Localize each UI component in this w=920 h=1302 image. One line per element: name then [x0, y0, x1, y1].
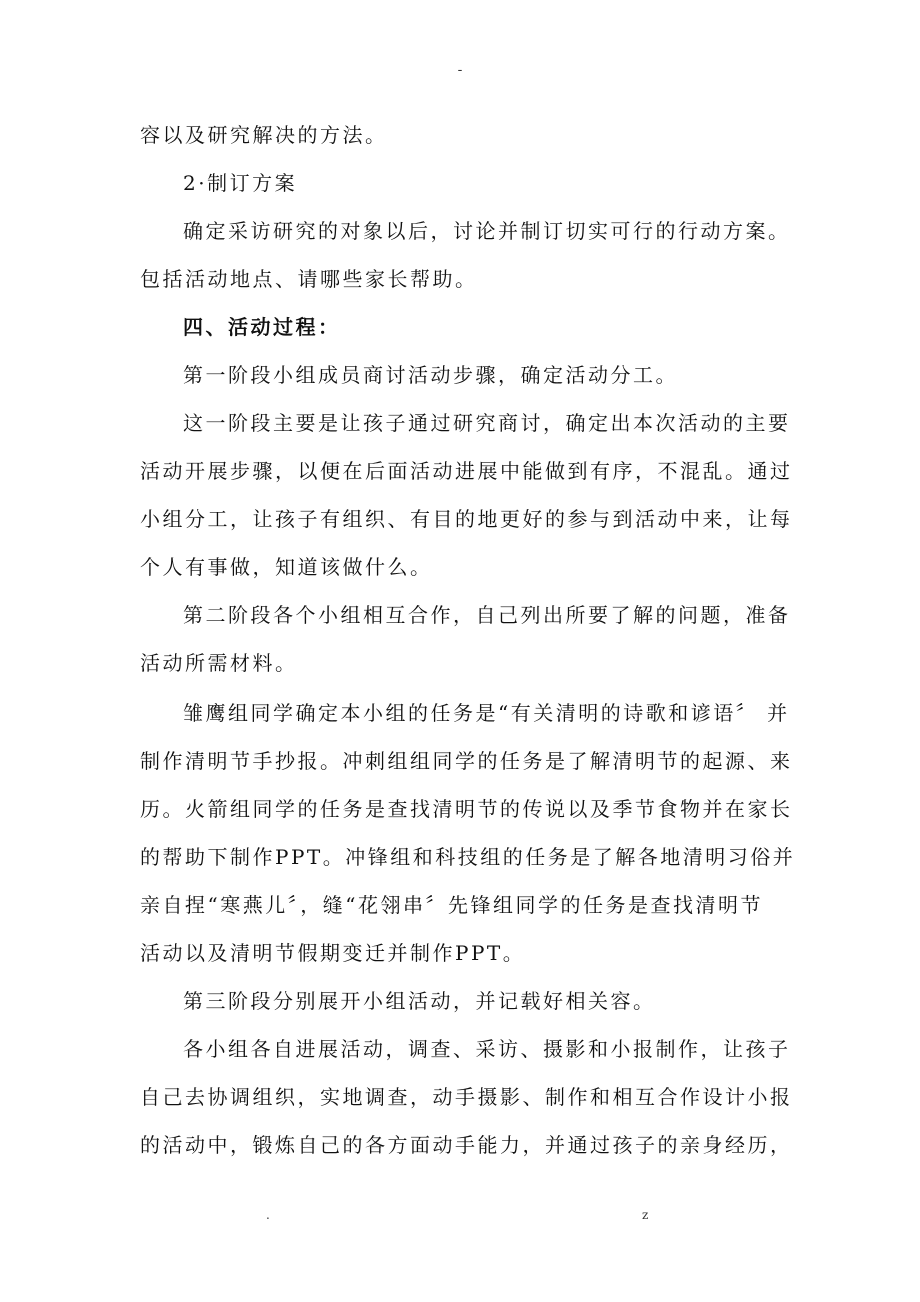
text-line: 活动开展步骤，以便在后面活动进展中能做到有序，不混乱。通过: [140, 459, 793, 483]
text-line: 自己去协调组织，实地调查，动手摄影、制作和相互合作设计小报: [140, 1085, 793, 1109]
text-line: 的帮助下制作PPT。冲锋组和科技组的任务是了解各地清明习俗并: [140, 845, 796, 869]
text-line: 第三阶段分别展开小组活动，并记载好相关容。: [183, 989, 656, 1013]
text-line: 雏鹰组同学确定本小组的任务是“有关清明的诗歌和谚语〞 并: [183, 701, 790, 725]
text-line: 包括活动地点、请哪些家长帮助。: [140, 267, 478, 291]
section-heading: 四、活动过程：: [183, 315, 341, 339]
text-line: 容以及研究解决的方法。: [140, 123, 388, 147]
text-line: 活动所需材料。: [140, 651, 298, 675]
text-line: 的活动中，锻炼自己的各方面动手能力，并通过孩子的亲身经历，: [140, 1133, 793, 1157]
text-line: 小组分工，让孩子有组织、有目的地更好的参与到活动中来，让每: [140, 507, 793, 531]
text-line: 第一阶段小组成员商讨活动步骤，确定活动分工。: [183, 363, 678, 387]
text-line: 这一阶段主要是让孩子通过研究商讨，确定出本次活动的主要: [183, 411, 791, 435]
text-line: 亲自捏“寒燕儿〞，缝“花翎串〞先锋组同学的任务是查找清明节: [140, 893, 763, 917]
text-line: 第二阶段各个小组相互合作，自己列出所要了解的问题，准备: [183, 603, 791, 627]
footer-left-mark: .: [266, 1208, 270, 1222]
text-line: 活动以及清明节假期变迁并制作PPT。: [140, 941, 526, 965]
text-line: 制作清明节手抄报。冲刺组组同学的任务是了解清明节的起源、来: [140, 749, 793, 773]
text-line: 历。火箭组同学的任务是查找清明节的传说以及季节食物并在家长: [140, 797, 793, 821]
text-line: 各小组各自进展活动，调查、采访、摄影和小报制作，让孩子: [183, 1037, 791, 1061]
header-mark: -: [457, 62, 463, 78]
text-line: 确定采访研究的对象以后，讨论并制订切实可行的行动方案。: [183, 219, 791, 243]
text-line: 个人有事做，知道该做什么。: [140, 555, 433, 579]
section-subheading: 2·制订方案: [183, 171, 298, 195]
footer-right-mark: z: [642, 1208, 649, 1222]
